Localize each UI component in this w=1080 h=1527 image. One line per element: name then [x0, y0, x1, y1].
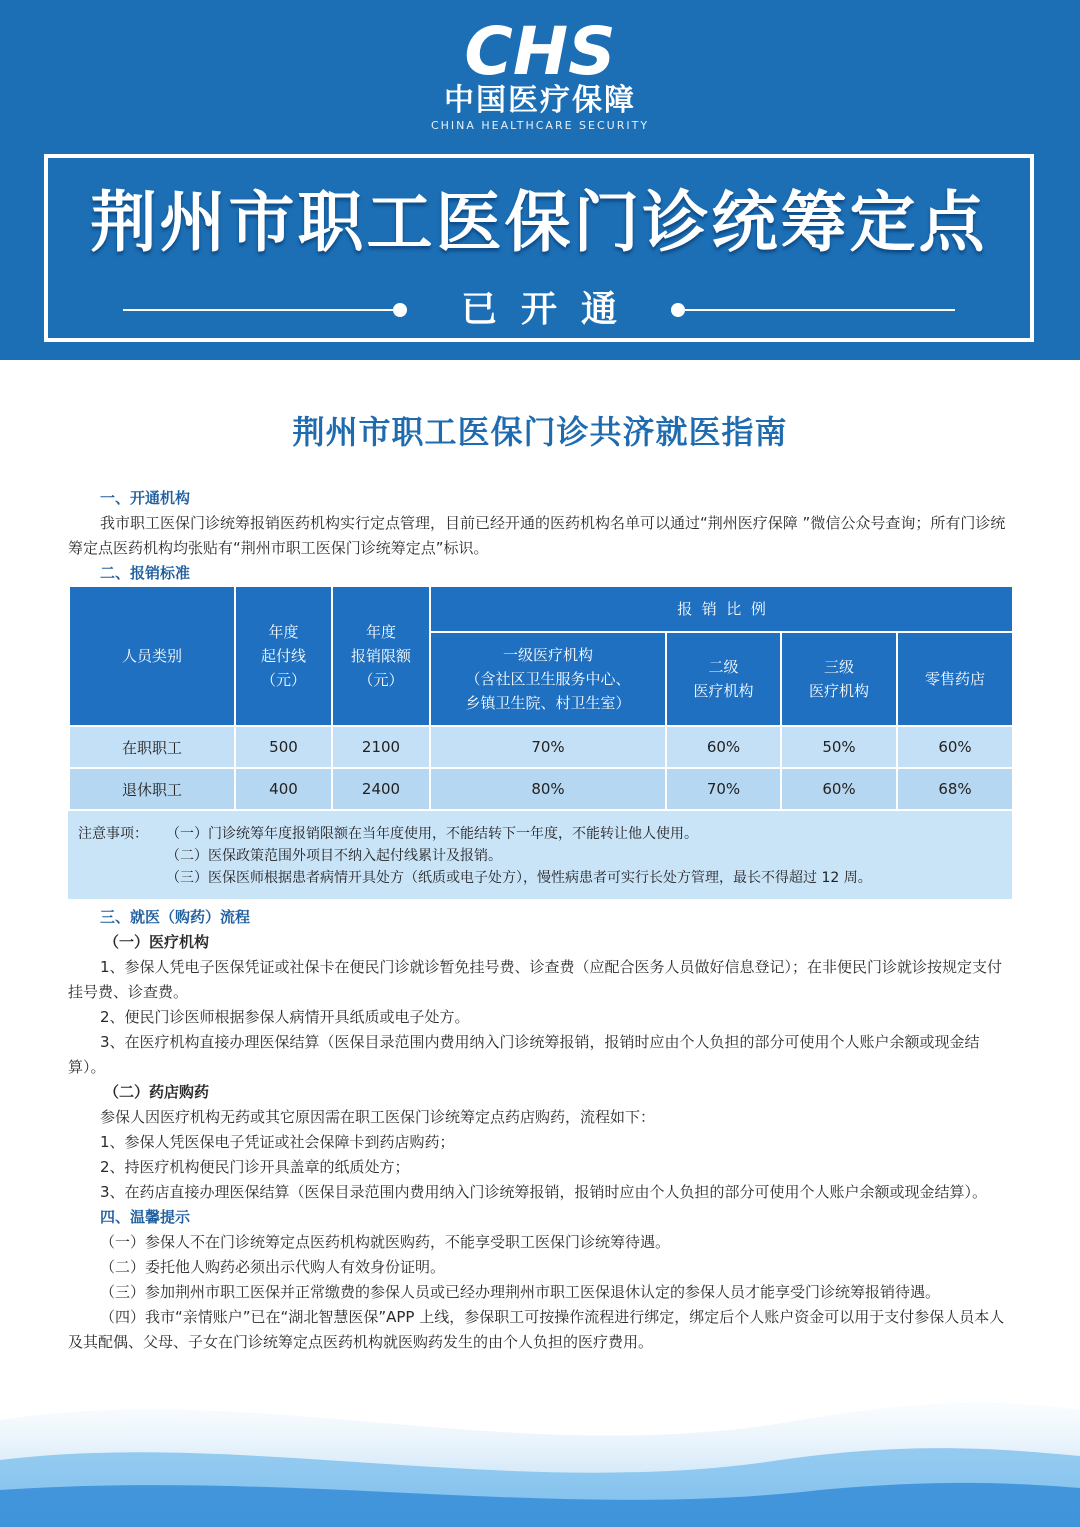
chs-logo — [0, 18, 1080, 134]
subsection-heading: （二）药店购药 — [104, 1083, 210, 1101]
header-limit: 年度 报销限额 （元） — [332, 586, 430, 726]
note-item: （一）门诊统筹年度报销限额在当年度使用，不能结转下一年度，不能转让他人使用。 — [166, 826, 698, 842]
svg-text:CHS: CHS — [464, 18, 616, 82]
divider-line-right — [685, 309, 955, 311]
subtitle-row — [48, 290, 1030, 330]
cell-threshold: 400 — [235, 768, 332, 810]
tip-item: （一）参保人不在门诊统筹定点医药机构就医购药，不能享受职工医保门诊统筹待遇。 — [100, 1233, 671, 1251]
subsection-intro: 参保人因医疗机构无药或其它原因需在职工医保门诊统筹定点药店购药，流程如下： — [100, 1108, 656, 1126]
title-frame — [44, 154, 1034, 342]
section-heading: 四、温馨提示 — [100, 1208, 191, 1226]
guide-title: 荆州市职工医保门诊共济就医指南 — [292, 413, 788, 451]
cell-level3: 60% — [781, 768, 897, 810]
cell-category: 在职职工 — [69, 726, 235, 768]
cell-category: 退休职工 — [69, 768, 235, 810]
table-row — [69, 768, 1013, 810]
section-heading: 二、报销标准 — [100, 564, 191, 582]
main-title: 荆州市职工医保门诊统筹定点 — [90, 184, 988, 261]
list-item: 3、在医疗机构直接办理医保结算（医保目录范围内费用纳入门诊统筹报销，报销时应由个人负担的部分可使用个人账户余额或现金结算）。 — [68, 1033, 980, 1076]
cell-pharmacy: 68% — [897, 768, 1013, 810]
list-item: 3、在药店直接办理医保结算（医保目录范围内费用纳入门诊统筹报销，报销时应由个人负担的部分可使用个人账户余额或现金结算）。 — [100, 1183, 988, 1201]
cell-level1: 80% — [430, 768, 666, 810]
cell-level2: 70% — [666, 768, 781, 810]
chs-logo-mark — [440, 18, 640, 82]
header-level1: 一级医疗机构 （含社区卫生服务中心、 乡镇卫生院、村卫生室） — [430, 632, 666, 726]
section-body: 我市职工医保门诊统筹报销医药机构实行定点管理，目前已经开通的医药机构名单可以通过“荆州医疗保障 ”微信公众号查询；所有门诊统筹定点医药机构均张贴有“荆州市职工医保门诊统筹定点”标识。 — [68, 514, 1006, 557]
section-institutions — [68, 486, 1014, 586]
list-item: 2、持医疗机构便民门诊开具盖章的纸质处方； — [100, 1158, 410, 1176]
tip-item: （二）委托他人购药必须出示代购人有效身份证明。 — [100, 1258, 446, 1276]
reimbursement-table — [68, 585, 1014, 811]
divider-line-left — [123, 309, 393, 311]
logo-chinese-text: 中国医疗保障 — [444, 83, 636, 118]
section-heading: 三、就医（购药）流程 — [100, 908, 251, 926]
subtitle: 已开通 — [460, 289, 641, 330]
bottom-wave-decoration — [0, 1360, 1080, 1527]
cell-level3: 50% — [781, 726, 897, 768]
header-level3: 三级 医疗机构 — [781, 632, 897, 726]
reimbursement-table-block — [68, 585, 1012, 903]
table-row — [69, 726, 1013, 768]
list-item: 2、便民门诊医师根据参保人病情开具纸质或电子处方。 — [100, 1008, 470, 1026]
subsection-heading: （一）医疗机构 — [104, 933, 210, 951]
table-notes — [68, 811, 1012, 899]
section-process — [68, 905, 1014, 1355]
tip-item: （三）参加荆州市职工医保并正常缴费的参保人员或已经办理荆州市职工医保退休认定的参保人员才能享受门诊统筹报销待遇。 — [100, 1283, 941, 1301]
list-item: 1、参保人凭电子医保凭证或社保卡在便民门诊就诊暂免挂号费、诊查费（应配合医务人员做好信息登记）；在非便民门诊就诊按规定支付挂号费、诊查费。 — [68, 958, 1003, 1001]
header-category: 人员类别 — [69, 586, 235, 726]
cell-limit: 2400 — [332, 768, 430, 810]
header-threshold: 年度 起付线 （元） — [235, 586, 332, 726]
cell-pharmacy: 60% — [897, 726, 1013, 768]
header-pharmacy: 零售药店 — [897, 632, 1013, 726]
note-item: （三）医保医师根据患者病情开具处方（纸质或电子处方），慢性病患者可实行长处方管理，最长不得超过 12 周。 — [166, 870, 872, 886]
list-item: 1、参保人凭医保电子凭证或社会保障卡到药店购药； — [100, 1133, 455, 1151]
notes-label: 注意事项： — [78, 826, 148, 842]
section-heading: 一、开通机构 — [100, 489, 191, 507]
header-banner — [0, 0, 1080, 360]
header-level2: 二级 医疗机构 — [666, 632, 781, 726]
cell-level1: 70% — [430, 726, 666, 768]
divider-dot-left — [393, 303, 407, 317]
divider-dot-right — [671, 303, 685, 317]
cell-limit: 2100 — [332, 726, 430, 768]
note-item: （二）医保政策范围外项目不纳入起付线累计及报销。 — [166, 848, 502, 864]
tip-item: （四）我市“亲情账户”已在“湖北智慧医保”APP 上线，参保职工可按操作流程进行绑定，绑定后个人账户资金可以用于支付参保人员本人及其配偶、父母、子女在门诊统筹定点医药机构就医购药发生的由个人负担的医疗费用。 — [68, 1308, 1005, 1351]
logo-english-text: CHINA HEALTHCARE SECURITY — [430, 119, 650, 132]
header-ratio-group: 报 销 比 例 — [430, 586, 1013, 632]
cell-level2: 60% — [666, 726, 781, 768]
cell-threshold: 500 — [235, 726, 332, 768]
